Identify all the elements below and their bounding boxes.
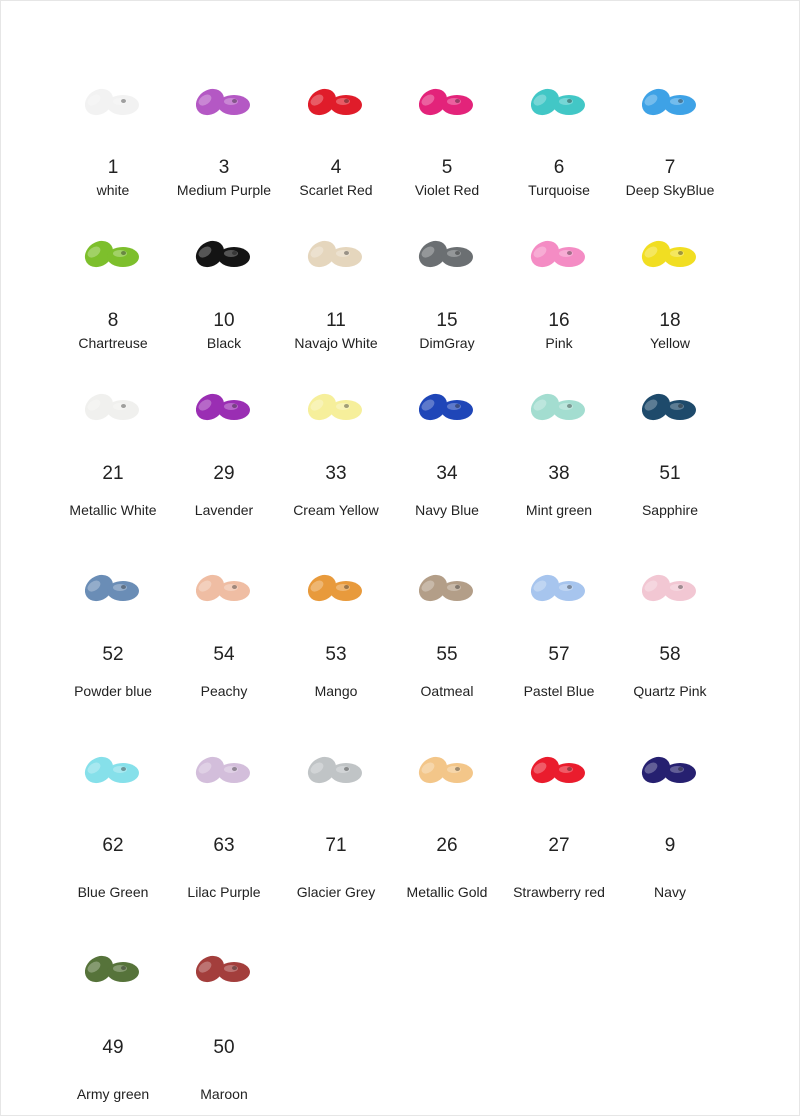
bead-front [218,581,250,601]
swatch-color-name: Powder blue [74,683,152,699]
bead-image [304,752,368,792]
bead-front [441,581,473,601]
swatch-number: 58 [659,644,681,665]
bead-front [330,95,362,115]
swatch-color-name: Peachy [200,683,248,699]
color-swatch [503,570,615,730]
bead-front [664,581,696,601]
swatch-color-name: Pink [545,335,573,351]
bead-image [81,752,145,792]
swatch-color-name: Yellow [650,335,690,351]
bead-image [192,84,256,124]
bead-image [192,752,256,792]
bead-image [527,570,591,610]
swatch-number: 52 [102,644,124,665]
bead-image [304,570,368,610]
bead-image [638,752,702,792]
swatch-number: 57 [548,644,570,665]
swatch-color-name: Metallic Gold [406,884,488,900]
swatch-number: 33 [325,463,347,484]
bead-image [638,236,702,276]
bead-front [664,95,696,115]
swatch-color-name: Deep SkyBlue [625,182,715,198]
color-swatch [614,752,726,912]
bead-front [664,400,696,420]
color-swatch [280,752,392,912]
color-swatch [280,570,392,730]
swatch-number: 55 [436,644,458,665]
color-swatch [168,389,280,549]
color-swatch [391,389,503,549]
color-swatch [280,389,392,549]
color-swatch [503,752,615,912]
swatch-color-name: Strawberry red [513,884,605,900]
bead-image [192,389,256,429]
swatch-color-name: Cream Yellow [293,502,379,518]
swatch-color-name: Navy [654,884,686,900]
bead-front [330,247,362,267]
bead-image [81,570,145,610]
color-swatch [57,570,169,730]
swatch-color-name: Glacier Grey [296,884,376,900]
swatch-number: 18 [659,310,681,331]
bead-front [330,400,362,420]
swatch-number: 16 [548,310,570,331]
bead-front [330,581,362,601]
swatch-number: 9 [664,835,676,856]
swatch-color-name: white [96,182,130,198]
bead-image [81,951,145,991]
swatch-color-name: Metallic White [69,502,157,518]
swatch-color-name: Lavender [194,502,254,518]
bead-front [107,95,139,115]
swatch-color-name: Maroon [200,1086,248,1102]
swatch-number: 27 [548,835,570,856]
swatch-number: 10 [213,310,235,331]
swatch-number: 8 [107,310,119,331]
bead-front [107,581,139,601]
bead-front [553,400,585,420]
bead-front [218,95,250,115]
swatch-color-name: Quartz Pink [633,683,707,699]
swatch-color-name: Mint green [525,502,593,518]
swatch-number: 62 [102,835,124,856]
swatch-color-name: Pastel Blue [523,683,595,699]
color-swatch [280,236,392,396]
swatch-number: 63 [213,835,235,856]
bead-image [527,236,591,276]
swatch-number: 21 [102,463,124,484]
color-swatch [391,236,503,396]
bead-front [107,247,139,267]
bead-front [441,763,473,783]
bead-image [415,389,479,429]
bead-image [192,951,256,991]
bead-image [81,84,145,124]
swatch-color-name: Turquoise [528,182,590,198]
bead-front [218,247,250,267]
color-swatch [391,84,503,244]
bead-image [415,570,479,610]
bead-front [553,247,585,267]
color-swatch [614,570,726,730]
swatch-number: 38 [548,463,570,484]
swatch-color-name: Navajo White [294,335,378,351]
swatch-color-name: Black [206,335,242,351]
bead-front [553,95,585,115]
swatch-number: 34 [436,463,458,484]
color-swatch [614,389,726,549]
swatch-color-name: Violet Red [414,182,480,198]
color-swatch [614,84,726,244]
bead-image [638,570,702,610]
swatch-number: 29 [213,463,235,484]
bead-front [107,962,139,982]
bead-front [218,400,250,420]
bead-image [304,84,368,124]
bead-front [218,763,250,783]
bead-image [527,84,591,124]
swatch-number: 49 [102,1037,124,1058]
swatch-color-name: Mango [314,683,358,699]
color-swatch [391,752,503,912]
bead-image [638,389,702,429]
bead-image [415,84,479,124]
color-swatch [57,84,169,244]
color-swatch [168,84,280,244]
bead-image [527,389,591,429]
bead-front [330,763,362,783]
color-swatch [503,236,615,396]
color-swatch [57,951,169,1111]
bead-image [527,752,591,792]
swatch-color-name: Sapphire [641,502,699,518]
swatch-number: 50 [213,1037,235,1058]
swatch-number: 15 [436,310,458,331]
bead-front [107,763,139,783]
color-swatch [57,752,169,912]
bead-front [218,962,250,982]
color-swatch [503,389,615,549]
swatch-color-name: Lilac Purple [187,884,261,900]
bead-image [304,236,368,276]
swatch-number: 1 [107,157,119,178]
bead-front [107,400,139,420]
swatch-color-name: Oatmeal [420,683,474,699]
swatch-number: 53 [325,644,347,665]
color-swatch [57,236,169,396]
swatch-number: 6 [553,157,565,178]
swatch-number: 5 [441,157,453,178]
color-swatch [57,389,169,549]
color-swatch [391,570,503,730]
bead-image [415,752,479,792]
swatch-color-name: Scarlet Red [299,182,373,198]
bead-front [441,400,473,420]
swatch-number: 51 [659,463,681,484]
bead-image [192,236,256,276]
swatch-number: 11 [326,310,346,331]
bead-front [553,581,585,601]
swatch-color-name: Army green [76,1086,150,1102]
swatch-color-name: Chartreuse [78,335,148,351]
color-swatch [614,236,726,396]
bead-front [553,763,585,783]
color-swatch [168,236,280,396]
color-swatch [168,570,280,730]
swatch-number: 4 [330,157,342,178]
swatch-color-name: DimGray [419,335,475,351]
bead-image [415,236,479,276]
bead-image [304,389,368,429]
color-swatch [280,84,392,244]
color-swatch [503,84,615,244]
swatch-number: 71 [325,835,347,856]
bead-image [81,236,145,276]
swatch-number: 7 [664,157,676,178]
swatch-color-name: Blue Green [77,884,149,900]
color-swatch [168,951,280,1111]
bead-front [664,247,696,267]
swatch-color-name: Medium Purple [176,182,272,198]
bead-front [664,763,696,783]
bead-image [81,389,145,429]
bead-front [441,247,473,267]
swatch-number: 3 [218,157,230,178]
swatch-number: 54 [213,644,235,665]
swatch-color-name: Navy Blue [415,502,479,518]
color-swatch [168,752,280,912]
bead-front [441,95,473,115]
bead-image [192,570,256,610]
swatch-number: 26 [436,835,458,856]
bead-image [638,84,702,124]
